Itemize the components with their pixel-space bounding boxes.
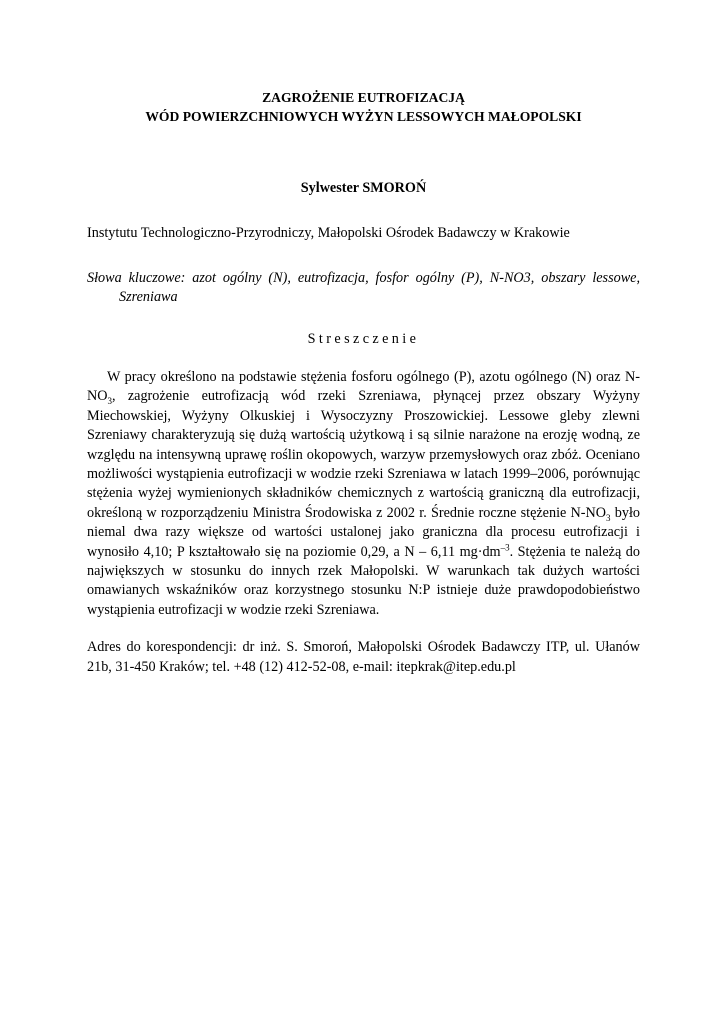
abstract-sub-1: 3 [107,396,112,407]
paper-title [87,88,640,126]
abstract-sup-1: –3 [500,541,510,552]
abstract-text [87,368,640,620]
abstract-sub-2: 3 [606,512,611,523]
title-line-1: ZAGROŻENIE EUTROFIZACJĄ [262,90,465,105]
abstract-part-3: było niemal dwa razy większe od wartości ustalonej jako graniczna dla procesu eutrofizacji i wynosiło 4,10; P kształtowało się na poziomie 0,29, a N – 6,11 mg·dm [87,504,640,560]
author-name: Sylwester SMOROŃ [300,180,427,196]
keywords: Słowa kluczowe: azot ogólny (N), eutrofizacja, fosfor ogólny (P), N-NO3, obszary lessowe, Szreniawa [87,270,640,305]
abstract-part-2: , zagrożenie eutrofizacją wód rzeki Szreniawa, płynącej przez obszary Wyżyny Miechowskiej, Wyżyny Olkuskiej i Wysoczyzny Proszowickiej. Lessowe gleby zlewni Szreniawy charakteryzują się dużą wartością użytkową i są silnie narażone na erozję wodną, ze względu na intensywną uprawę roślin okopowych, warzyw przemysłowych oraz zbóż. Oceniano możliwości wystąpienia eutrofizacji w wodzie rzeki Szreniawa w latach 1999–2006, porównując stężenia wyżej wymienionych składników chemicznych z wartością graniczną dla eutrofizacji, określoną w rozporządzeniu Ministra Środowiska z 2002 r. Średnie roczne stężenie N-NO [87,388,640,521]
title-line-2: WÓD POWIERZCHNIOWYCH WYŻYN LESSOWYCH MAŁOPOLSKI [145,109,582,124]
correspondence-address: Adres do korespondencji: dr inż. S. Smoroń, Małopolski Ośrodek Badawczy ITP, ul. Ułanów 21b, 31-450 Kraków; tel. +48 (12) 412-52-08, e-mail: itepkrak@itep.edu.pl [87,639,640,675]
abstract-part-4: . Stężenia te należą do największych w stosunku do innych rzek Małopolski. W warunkach tak dużych wartości omawianych wskaźników oraz korzystnego stosunku N:P istnieje duże prawdopodobieństwo wystąpienia eutrofizacji w wodzie rzeki Szreniawa. [87,543,640,618]
abstract-part-1: W pracy określono na podstawie stężenia fosforu ogólnego (P), azotu ogólnego (N) oraz N-NO [87,369,640,405]
paper-page [87,88,640,677]
abstract-heading: Streszczenie [307,331,420,347]
author-affiliation: Instytutu Technologiczno-Przyrodniczy, Małopolski Ośrodek Badawczy w Krakowie [87,225,570,241]
